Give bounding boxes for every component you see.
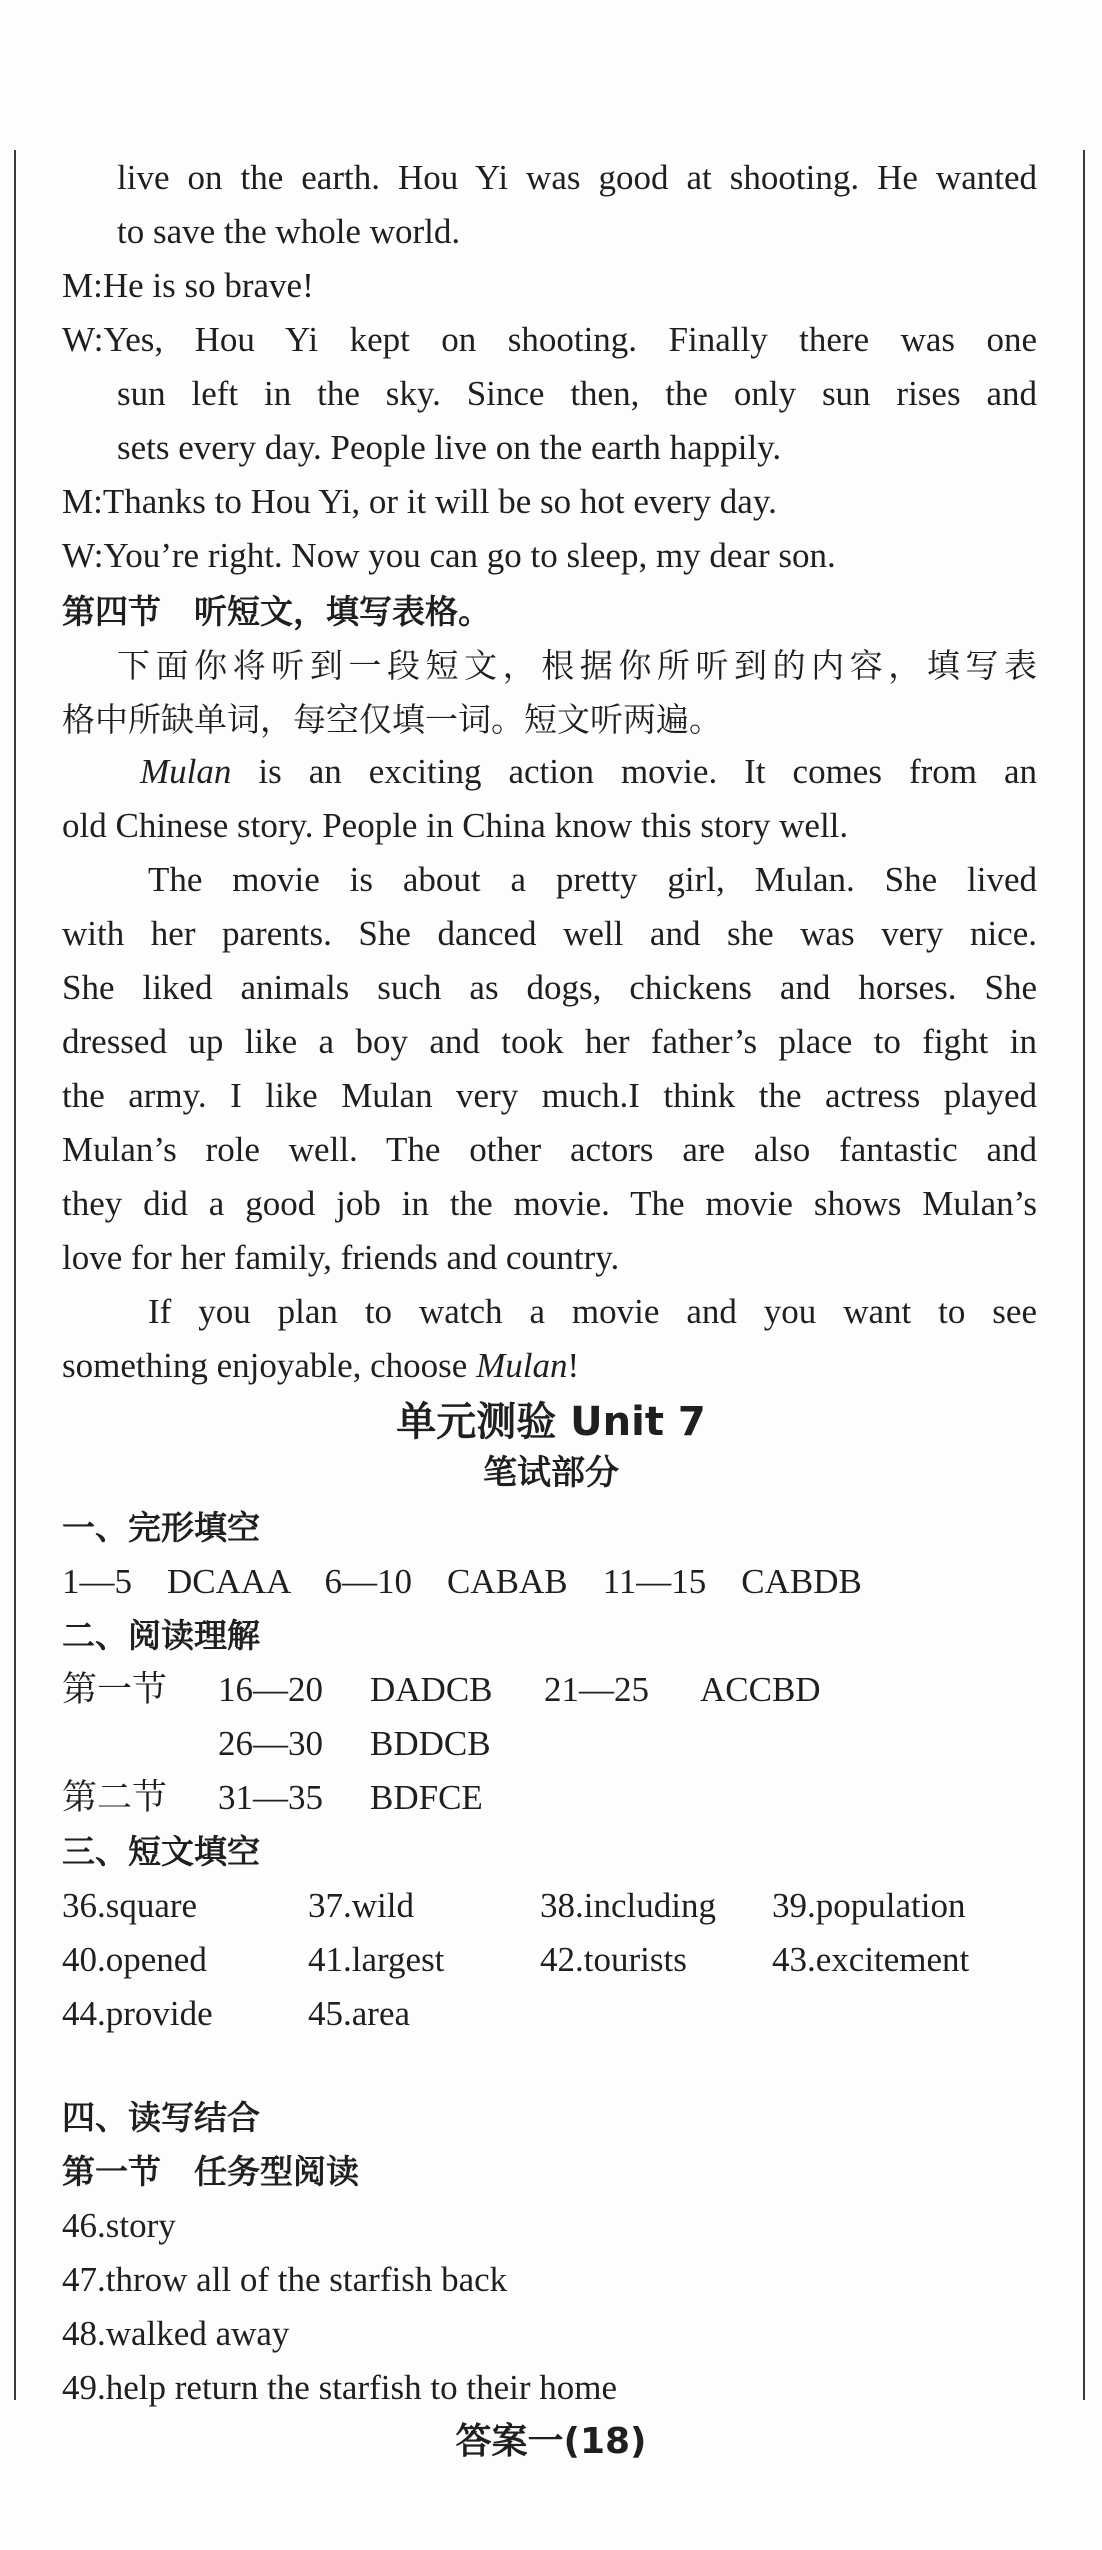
answer-item: 45.area [308, 1994, 411, 2033]
instruction-line: 格中所缺单词，每空仅填一词。短文听两遍。 [62, 700, 722, 739]
answer-item: 47.throw all of the starfish back [62, 2260, 508, 2299]
unit-title: 单元测验 Unit 7 [396, 1399, 706, 1445]
answer-item: 46.story [62, 2206, 176, 2245]
answer-item: 49.help return the starfish to their home [62, 2368, 617, 2407]
passage-line: If you plan to watch a movie and you want to see [148, 1292, 1037, 1331]
passage-text: is an exciting action movie. It comes from an [231, 752, 1037, 791]
passage-line: with her parents. She danced well and she was very nice. [62, 914, 1037, 953]
unit-subtitle: 笔试部分 [483, 1453, 619, 1493]
subsection-label: 第二节 [62, 1778, 168, 1818]
passage-line: love for her family, friends and country. [62, 1238, 620, 1277]
movie-title: Mulan [476, 1346, 568, 1385]
answer-range: 21—25 [544, 1670, 649, 1709]
answer-item: 41.largest [308, 1940, 445, 1979]
dialogue-line: M:He is so brave! [62, 266, 314, 305]
part-heading: 二、阅读理解 [62, 1616, 260, 1655]
dialogue-line: sets every day. People live on the earth happily. [117, 428, 782, 467]
right-margin-rule [1083, 150, 1085, 2400]
dialogue-line: W:Yes, Hou Yi kept on shooting. Finally there was one [62, 320, 1037, 359]
answer-item: 43.excitement [772, 1940, 970, 1979]
answer-item: 44.provide [62, 1994, 213, 2033]
answer-letters: ACCBD [700, 1670, 821, 1709]
answer-range: 16—20 [218, 1670, 323, 1709]
passage-line: She liked animals such as dogs, chickens and horses. She [62, 968, 1037, 1007]
answer-range: 26—30 [218, 1724, 323, 1763]
passage-line: The movie is about a pretty girl, Mulan. She lived [148, 860, 1037, 899]
answer-item: 42.tourists [540, 1940, 687, 1979]
answer-item: 48.walked away [62, 2314, 290, 2353]
passage-line: Mulan’s role well. The other actors are also fantastic and [62, 1130, 1037, 1169]
answer-range: 31—35 [218, 1778, 323, 1817]
passage-line: dressed up like a boy and took her father’s place to fight in [62, 1022, 1037, 1061]
part-heading: 三、短文填空 [62, 1832, 260, 1871]
answer-letters: BDFCE [370, 1778, 483, 1817]
part-heading: 四、读写结合 [62, 2098, 260, 2137]
answer-letters: BDDCB [370, 1724, 491, 1763]
answer-item: 37.wild [308, 1886, 414, 1925]
passage-line [62, 1346, 579, 1386]
passage-text: ! [567, 1346, 580, 1385]
passage-line [140, 752, 1037, 792]
answer-item: 39.population [772, 1886, 966, 1925]
passage-line: old Chinese story. People in China know this story well. [62, 806, 849, 845]
answer-row: 1—5 DCAAA 6—10 CABAB 11—15 CABDB [62, 1562, 862, 1601]
answer-item: 40.opened [62, 1940, 207, 1979]
dialogue-line: W:You’re right. Now you can go to sleep, my dear son. [62, 536, 836, 575]
passage-text: something enjoyable, choose [62, 1346, 477, 1385]
part-heading: 一、完形填空 [62, 1508, 260, 1547]
answer-letters: DADCB [370, 1670, 493, 1709]
movie-title: Mulan [140, 752, 232, 791]
dialogue-line: sun left in the sky. Since then, the only sun rises and [117, 374, 1037, 413]
section-heading: 第四节 听短文，填写表格。 [62, 592, 491, 631]
subsection-label: 第一节 [62, 1670, 168, 1710]
passage-line: they did a good job in the movie. The movie shows Mulan’s [62, 1184, 1037, 1223]
instruction-line: 下面你将听到一段短文，根据你所听到的内容，填写表 [117, 646, 1037, 685]
subsection-heading: 第一节 任务型阅读 [62, 2152, 359, 2191]
dialogue-line: live on the earth. Hou Yi was good at shooting. He wanted [117, 158, 1037, 197]
answer-item: 38.including [540, 1886, 716, 1925]
dialogue-line: to save the whole world. [117, 212, 461, 251]
answer-item: 36.square [62, 1886, 198, 1925]
passage-line: the army. I like Mulan very much.I think the actress played [62, 1076, 1037, 1115]
page-footer: 答案一(18) [455, 2421, 647, 2462]
dialogue-line: M:Thanks to Hou Yi, or it will be so hot every day. [62, 482, 777, 521]
left-margin-rule [14, 150, 16, 2400]
